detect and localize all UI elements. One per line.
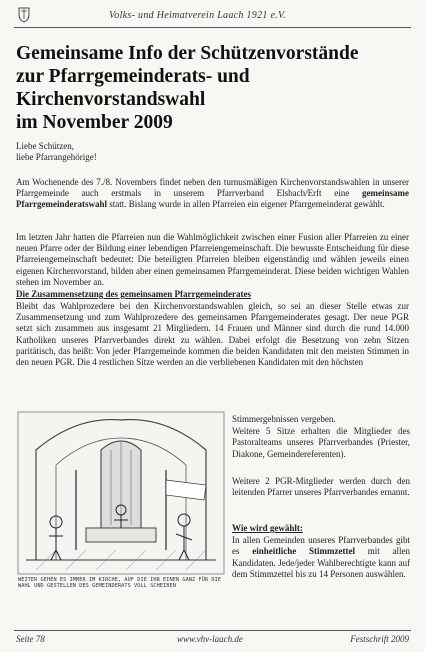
composition-continued-text: Stimmergebnissen vergeben. (232, 414, 336, 424)
page-footer (14, 630, 411, 645)
publication-name: Festschrift 2009 (350, 634, 409, 644)
header-title: Volks- und Heimatverein Laach 1921 e.V. (109, 10, 286, 21)
voting-text-end: mit allen Kandidaten. Jede/jeder Wahlberechtigte kann auf dem Stimmzettel bis zu 14 Personen auswählen. (232, 546, 410, 580)
title-line: Kirchenvorstandswahl (16, 89, 206, 110)
para1-text: Am Wochenende des 7./8. Novembers findet neben den turnusmäßigen Kirchenvorstandswahlen in unserer Pfarrgemeinde auch erstmals in unserem Pfarrverband Elsbach/Erft eine (16, 177, 409, 199)
section-heading-composition: Die Zusammensetzung des gemeinsamen Pfarrgemeinderates (16, 289, 251, 299)
page-header (14, 7, 411, 28)
salutation-line: liebe Pfarrangehörige! (16, 152, 97, 163)
salutation-line: Liebe Schützen, (16, 141, 74, 151)
section-composition-text: Bleibt das Wahlprozedere bei den Kirchenvorstandswahlen gleich, so sei an dieser Stelle etwas zur Zusammensetzung und zum Wahlprozedere des gemeinsamen Pfarrgemeinderates gesagt. Der neue PGR setzt sich zusammen aus insgesamt 21 Mitgliedern. 14 Frauen und Männer sind durch die rund 14.000 Katholiken unseres Pfarrverbandes direkt zu wählen. Dabei erfolgt die Besetzung von zehn Sitzen paritätisch, das heißt: Von jeder Pfarrgemeinde kommen die beiden Kandidaten mit den meisten Stimmen in den neuen PGR. Die 4 restlichen Sitze werden an die verbliebenen Kandidaten mit den höchsten (16, 301, 409, 368)
title-line: zur Pfarrgemeinderats- und (16, 66, 250, 87)
website-link[interactable]: www.vhv-laach.de (177, 634, 243, 644)
pastoral-team-text: Weitere 5 Sitze erhalten die Mitglieder des Pastoralteams unseres Pfarrverbandes (Priester, Diakone, Gemeindereferenten). (232, 426, 410, 459)
para1-text-end: statt. Bislang wurde in allen Pfarreien ein eigener Pfarrgemeinderat gewählt. (106, 199, 385, 210)
voting-text: In allen Gemeinden unseres Pfarrverbandes gibt es (232, 535, 410, 557)
title-line: im November 2009 (16, 112, 173, 133)
appointed-members-text: Weitere 2 PGR-Mitglieder werden durch den leitenden Pfarrer unseres Pfarrverbandes ernannt. (232, 476, 410, 498)
coat-of-arms-icon (18, 7, 30, 23)
cartoon-illustration (16, 410, 226, 586)
para1-bold-text: gemeinsame Pfarrgemeinderatswahl (16, 188, 409, 210)
section-heading-voting: Wie wird gewählt: (232, 523, 303, 533)
section-voting-text (232, 535, 410, 581)
voting-bold-text: einheitliche Stimmzettel (252, 546, 355, 557)
page-number: Seite 78 (16, 634, 45, 644)
intro-paragraph (16, 177, 409, 211)
second-paragraph: Im letzten Jahr hatten die Pfarreien nun die Wahlmöglichkeit zwischen einer Fusion aller Pfarreien zu einer neuen Pfarre oder der Bildung einer lebendigen Pfarreiengemeinschaft. Die bewusste Entscheidung für diese Pfarreiengemeinschaft bedeutet: Die beteiligten Pfarreien bleiben eigenständig und wählen jeweils einen eigenen Kirchenvorstand, bilden aber einen gemeinsamen Pfarrgemeinderat. Diese beiden wichtigen Wahlen stehen im November an. (16, 232, 409, 287)
title-line: Gemeinsame Info der Schützenvorstände (16, 43, 359, 64)
article-title (16, 42, 411, 134)
cartoon-caption: WEITER GEHEN ES IMMER IM KIRCHE, AUF DIE IHR EINEN GANZ FÜR DIE WAHL UND GESTELLEN DES GEMEINDERATS VOLL SCHEIBEN (18, 577, 222, 590)
salutation (16, 141, 409, 163)
church-interior-drawing (16, 410, 226, 576)
